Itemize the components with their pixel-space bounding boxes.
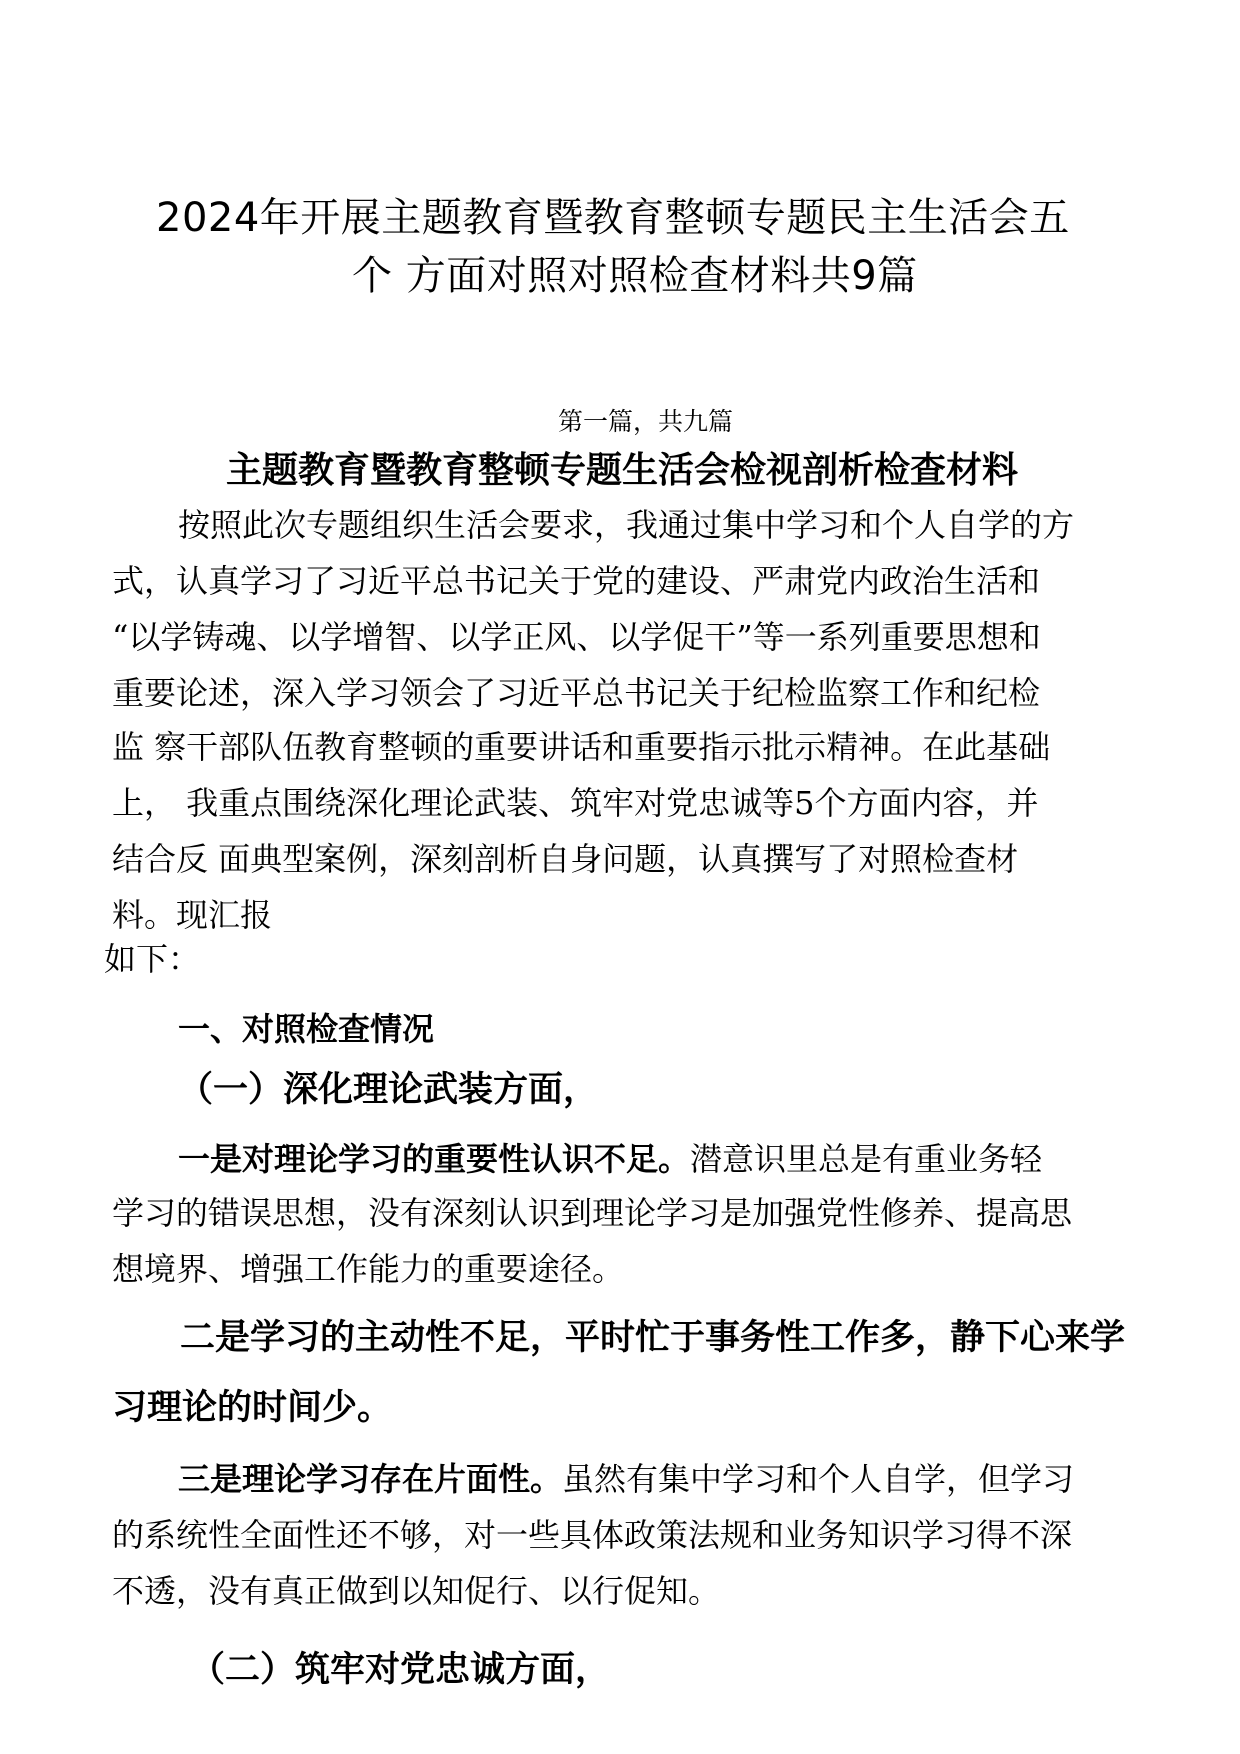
point-3-line-2: 的系统性全面性还不够，对一些具体政策法规和业务知识学习得不深 xyxy=(112,1516,1073,1554)
point-3-line-3: 不透，没有真正做到以知促行、以行促知。 xyxy=(112,1572,721,1610)
document-title-line-1: 2024年开展主题教育暨教育整顿专题民主生活会五 xyxy=(156,195,1070,241)
subsection-2-heading: （二）筑牢对党忠诚方面， xyxy=(190,1650,611,1690)
intro-line-4: 重要论述，深入学习领会了习近平总书记关于纪检监察工作和纪检 xyxy=(112,674,1041,712)
intro-line-3: “以学铸魂、以学增智、以学正风、以学促干”等一系列重要思想和 xyxy=(112,618,1041,656)
intro-line-7: 结合反 面典型案例，深刻剖析自身问题，认真撰写了对照检查材 xyxy=(112,840,1019,878)
intro-line-9: 如下： xyxy=(104,940,201,978)
section-1-heading: 一、对照检查情况 xyxy=(178,1010,435,1048)
point-1-line-1 xyxy=(178,1134,1042,1180)
point-2-line-2: 习理论的时间少。 xyxy=(112,1387,393,1428)
intro-line-8: 料。现汇报 xyxy=(112,896,273,934)
point-3-lead: 三是理论学习存在片面性。 xyxy=(178,1460,563,1498)
intro-line-2: 式，认真学习了习近平总书记关于党的建设、严肃党内政治生活和 xyxy=(112,562,1041,600)
part-label: 第一篇，共九篇 xyxy=(558,407,734,436)
point-1-line-3: 想境界、增强工作能力的重要途径。 xyxy=(112,1250,625,1288)
point-3-line-1-rest: 虽然有集中学习和个人自学，但学习 xyxy=(562,1460,1075,1498)
point-2-line-1: 二是学习的主动性不足，平时忙于事务性工作多，静下心来学 xyxy=(180,1317,1126,1358)
point-1-line-2: 学习的错误思想，没有深刻认识到理论学习是加强党性修养、提高思 xyxy=(112,1194,1073,1232)
article-title: 主题教育暨教育整顿专题生活会检视剖析检查材料 xyxy=(226,450,1019,491)
document-title-line-2: 个 方面对照对照检查材料共9篇 xyxy=(352,253,918,299)
intro-line-5: 监 察干部队伍教育整顿的重要讲话和重要指示批示精神。在此基础 xyxy=(112,728,1051,766)
point-3-line-1 xyxy=(178,1454,1074,1500)
subsection-1-heading: （一）深化理论武装方面， xyxy=(178,1070,599,1110)
intro-line-1: 按照此次专题组织生活会要求，我通过集中学习和个人自学的方 xyxy=(178,506,1075,544)
point-1-lead: 一是对理论学习的重要性认识不足。 xyxy=(178,1140,691,1178)
point-1-line-1-rest: 潜意识里总是有重业务轻 xyxy=(690,1140,1043,1178)
intro-line-6: 上， 我重点围绕深化理论武装、筑牢对党忠诚等5个方面内容，并 xyxy=(112,784,1039,822)
